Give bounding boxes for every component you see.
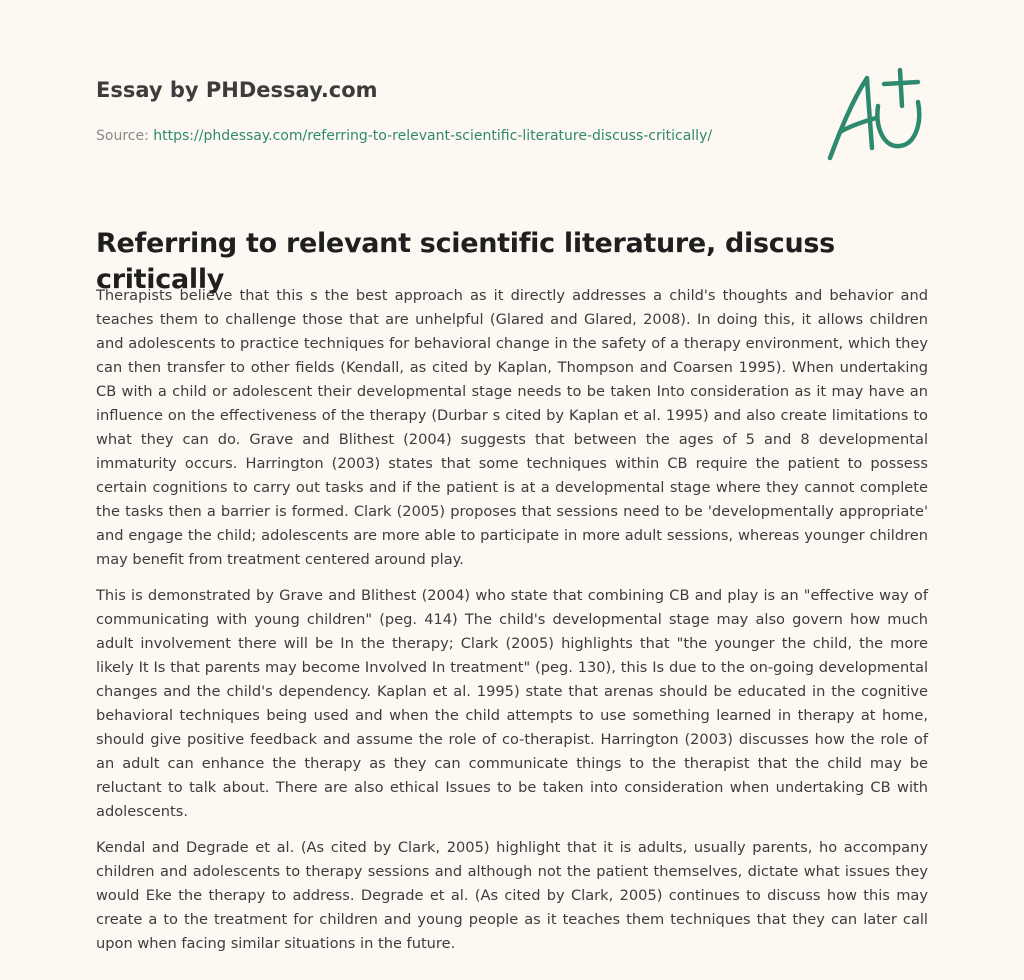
essay-paragraph: This is demonstrated by Grave and Blithest (2004) who state that combining CB and play is an "effective way of communicating with young children" (peg. 414) The child's developmental stage may also govern how much adult involvement there will be In the therapy; Clark (2005) highlights that "the younger the child, the more likely It Is that parents may become Involved In treatment" (peg. 130), this Is due to the on-going developmental changes and the child's dependency. Kaplan et al. 1995) state that arenas should be educated in the cognitive behavioral techniques being used and when the child attempts to use something learned in therapy at home, should give positive feedback and assume the role of co-therapist. Harrington (2003) discusses how the role of an adult can enhance the therapy as they can communicate things to the therapist that the child may be reluctant to talk about. There are also ethical Issues to be taken into consideration when undertaking CB with adolescents. — [96, 587, 928, 820]
essay-paragraph: Therapists believe that this s the best approach as it directly addresses a child's thoughts and behavior and teaches them to challenge those that are unhelpful (Glared and Glared, 2008). In doing this, it allows children and adolescents to practice techniques for behavioral change in the safety of a therapy environment, which they can then transfer to other fields (Kendall, as cited by Kaplan, Thompson and Coarsen 1995). When undertaking CB with a child or adolescent their developmental stage needs to be taken Into consideration as it may have an influence on the effectiveness of the therapy (Durbar s cited by Kaplan et al. 1995) and also create limitations to what they can do. Grave and Blithest (2004) suggests that between the ages of 5 and 8 developmental immaturity occurs. Harrington (2003) states that some techniques within CB require the patient to possess certain cognitions to carry out tasks and if the patient is at a developmental stage where they cannot complete the tasks then a barrier is formed. Clark (2005) proposes that sessions need to be 'developmentally appropriate' and engage the child; adolescents are more able to participate in more adult sessions, whereas younger children may benefit from treatment centered around play. — [96, 287, 928, 568]
a-plus-grade-icon — [820, 66, 930, 166]
essay-title: Referring to relevant scientific literature, discuss critically — [96, 228, 835, 295]
essay-paragraph: Kendal and Degrade et al. (As cited by Clark, 2005) highlight that it is adults, usually parents, ho accompany children and adolescents to therapy sessions and although not the patient themselves, dictate what issues they would Eke the therapy to address. Degrade et al. (As cited by Clark, 2005) continues to discuss how this may create a to the treatment for children and young people as it teaches them techniques that they can later call upon when facing similar situations in the future. — [96, 839, 928, 952]
page-header — [96, 76, 796, 146]
essay-body — [96, 284, 928, 968]
source-link[interactable]: https://phdessay.com/referring-to-relevant-scientific-literature-discuss-critically/ — [153, 128, 713, 144]
source-line — [96, 126, 796, 146]
source-label: Source: — [96, 128, 149, 144]
site-title: Essay by PHDessay.com — [96, 78, 378, 102]
